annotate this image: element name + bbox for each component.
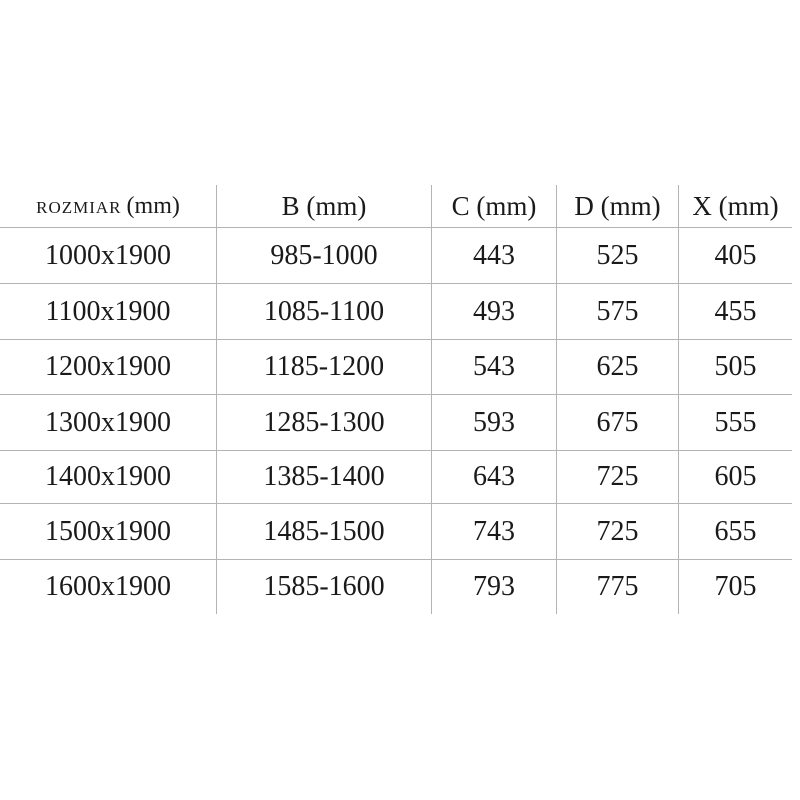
column-header-d: D (mm) — [557, 185, 679, 228]
table-cell-x: 405 — [679, 228, 792, 284]
table-cell-size: 1400x1900 — [0, 451, 217, 504]
table-cell-size: 1000x1900 — [0, 228, 217, 284]
table-cell-size: 1600x1900 — [0, 560, 217, 614]
table-cell-c: 593 — [432, 395, 557, 451]
column-header-x: X (mm) — [679, 185, 792, 228]
rozmiar-header-unit: (mm) — [126, 192, 180, 219]
table-cell-size: 1500x1900 — [0, 504, 217, 560]
table-cell-size: 1300x1900 — [0, 395, 217, 451]
table-cell-d: 675 — [557, 395, 679, 451]
table-cell-d: 575 — [557, 284, 679, 340]
table-cell-d: 625 — [557, 340, 679, 395]
rozmiar-header-label: ROZMIAR — [36, 197, 122, 217]
table-cell-size: 1200x1900 — [0, 340, 217, 395]
table-cell-x: 655 — [679, 504, 792, 560]
table-cell-c: 543 — [432, 340, 557, 395]
table-cell-c: 743 — [432, 504, 557, 560]
table-cell-b: 1385-1400 — [217, 451, 432, 504]
size-specification-table — [0, 185, 792, 614]
table-cell-size: 1100x1900 — [0, 284, 217, 340]
table-cell-x: 455 — [679, 284, 792, 340]
table-cell-b: 1485-1500 — [217, 504, 432, 560]
table-cell-x: 705 — [714, 571, 757, 602]
table-cell-x: 605 — [679, 451, 792, 504]
table-cell-d: 725 — [557, 451, 679, 504]
table-cell-b: 1285-1300 — [217, 395, 432, 451]
column-header-c: C (mm) — [432, 185, 557, 228]
table-cell-x: 505 — [679, 340, 792, 395]
table-cell-b: 1585-1600 — [217, 560, 432, 614]
table-cell-c: 443 — [432, 228, 557, 284]
column-header-b: B (mm) — [217, 185, 432, 228]
table-cell-b: 1185-1200 — [217, 340, 432, 395]
table-cell-c: 493 — [432, 284, 557, 340]
table-cell-d: 725 — [557, 504, 679, 560]
table-cell-b: 1085-1100 — [217, 284, 432, 340]
table-cell-d: 775 — [557, 560, 679, 614]
table-cell-x: 555 — [679, 395, 792, 451]
column-header-rozmiar — [0, 185, 217, 228]
table-cell-c: 793 — [432, 560, 557, 614]
table-cell-b: 985-1000 — [217, 228, 432, 284]
table-cell-c: 643 — [432, 451, 557, 504]
table-cell-d: 525 — [557, 228, 679, 284]
